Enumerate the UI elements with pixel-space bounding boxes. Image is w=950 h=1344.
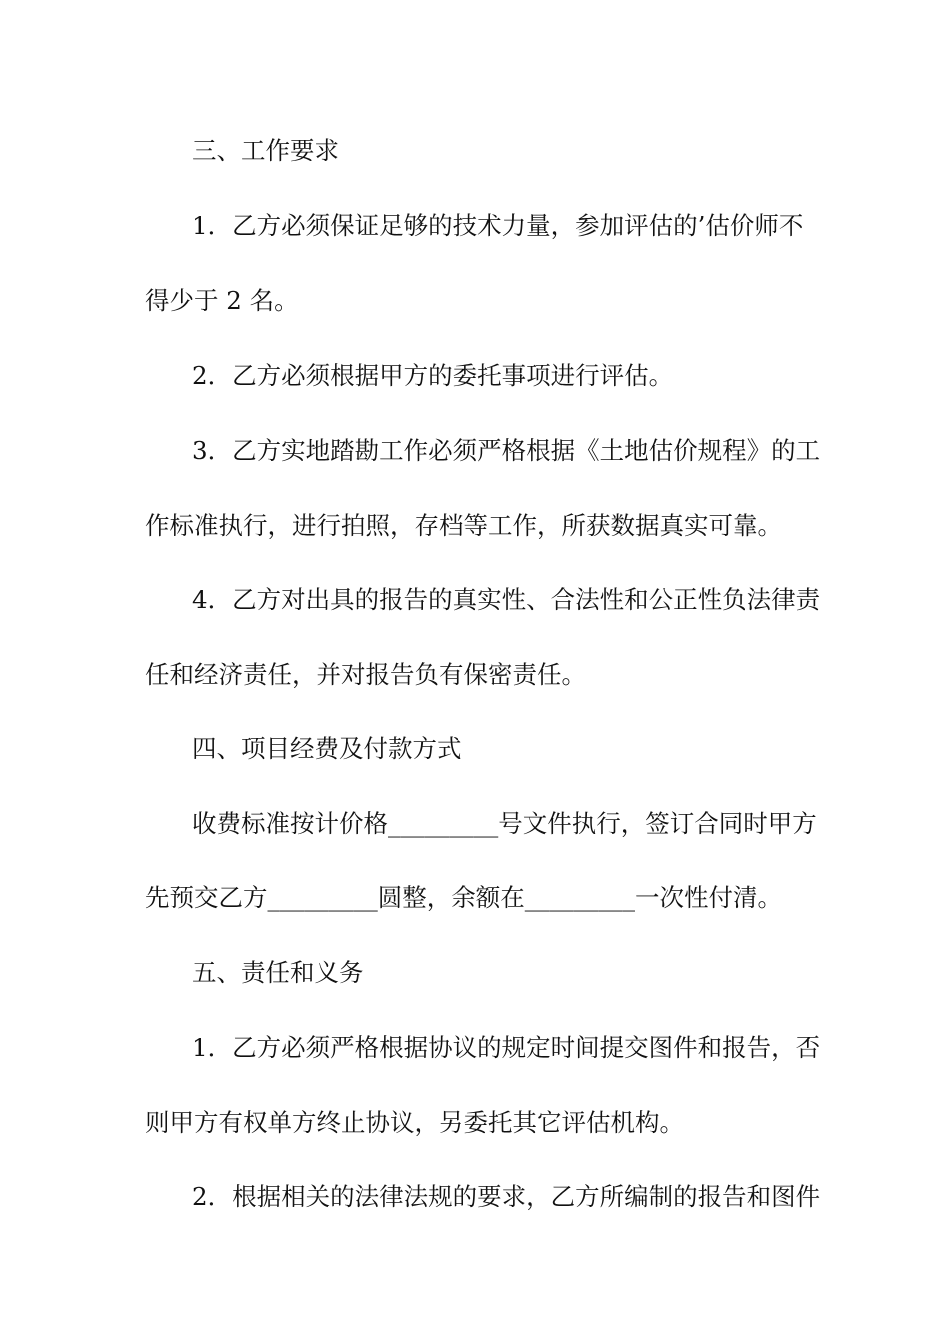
section-heading-responsibilities: 五、责任和义务: [192, 958, 364, 987]
paragraph-line: 3．乙方实地踏勘工作必须严格根据《土地估价规程》的工: [192, 436, 821, 465]
paragraph-line: 2．根据相关的法律法规的要求，乙方所编制的报告和图件: [192, 1182, 821, 1211]
section-heading-work-requirements: 三、工作要求: [192, 136, 339, 165]
paragraph-line: 1．乙方必须严格根据协议的规定时间提交图件和报告，否: [192, 1033, 821, 1062]
section-heading-fees-payment: 四、项目经费及付款方式: [192, 734, 462, 763]
paragraph-line: 作标准执行，进行拍照，存档等工作，所获数据真实可靠。: [145, 511, 782, 540]
paragraph-line: 4．乙方对出具的报告的真实性、合法性和公正性负法律责: [192, 585, 821, 614]
paragraph-line: 收费标准按计价格_________号文件执行，签订合同时甲方: [192, 809, 817, 838]
paragraph-line: 则甲方有权单方终止协议，另委托其它评估机构。: [145, 1108, 684, 1137]
paragraph-line: 1．乙方必须保证足够的技术力量，参加评估的’估价师不: [192, 211, 804, 240]
paragraph-line: 2．乙方必须根据甲方的委托事项进行评估。: [192, 361, 674, 390]
paragraph-line: 先预交乙方_________圆整，余额在_________一次性付清。: [145, 883, 782, 912]
paragraph-line: 任和经济责任，并对报告负有保密责任。: [145, 660, 586, 689]
paragraph-line: 得少于 2 名。: [145, 286, 299, 315]
